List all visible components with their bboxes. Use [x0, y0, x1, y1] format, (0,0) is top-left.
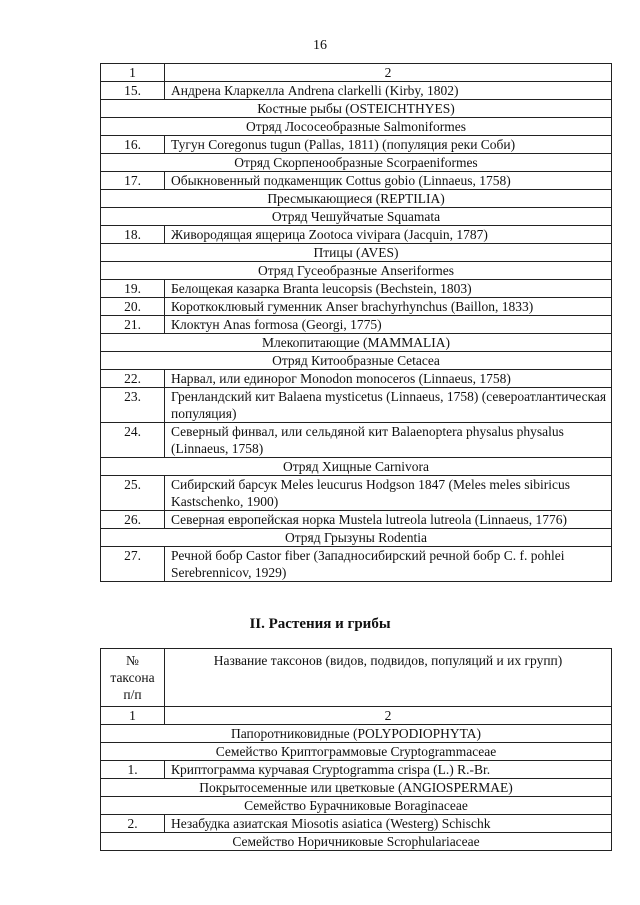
- category-heading: Отряд Лососеобразные Salmoniformes: [101, 118, 612, 136]
- taxon-name: Живородящая ящерица Zootoca vivipara (Jacquin, 1787): [165, 226, 612, 244]
- taxon-number: 2.: [101, 815, 165, 833]
- category-row: [101, 244, 612, 262]
- table-header-row: [101, 649, 612, 707]
- header-col-2: 2: [165, 64, 612, 82]
- taxon-name: Северная европейская норка Mustela lutreola lutreola (Linnaeus, 1776): [165, 511, 612, 529]
- page-number: 16: [313, 38, 327, 53]
- taxon-name: Клоктун Anas formosa (Georgi, 1775): [165, 316, 612, 334]
- table-row: [101, 370, 612, 388]
- table-row: [101, 388, 612, 423]
- taxon-name: Криптограмма курчавая Cryptogramma crispa (L.) R.-Br.: [165, 761, 612, 779]
- table-row: [101, 423, 612, 458]
- taxon-number: 23.: [101, 388, 165, 423]
- species-table-plants: [100, 648, 612, 851]
- taxon-number: 26.: [101, 511, 165, 529]
- table-row: [101, 761, 612, 779]
- category-row: [101, 154, 612, 172]
- category-heading: Отряд Хищные Carnivora: [101, 458, 612, 476]
- taxon-name: Белощекая казарка Branta leucopsis (Bechstein, 1803): [165, 280, 612, 298]
- taxon-number: 17.: [101, 172, 165, 190]
- taxon-number: 20.: [101, 298, 165, 316]
- taxon-name: Сибирский барсук Meles leucurus Hodgson 1847 (Meles meles sibiricus Kastschenko, 1900): [165, 476, 612, 511]
- category-heading: Отряд Скорпенообразные Scorpaeniformes: [101, 154, 612, 172]
- category-heading: Семейство Криптограммовые Cryptogrammaceae: [101, 743, 612, 761]
- category-heading: Костные рыбы (OSTEICHTHYES): [101, 100, 612, 118]
- category-row: [101, 118, 612, 136]
- taxon-number: 19.: [101, 280, 165, 298]
- subheader-col-1: 1: [101, 707, 165, 725]
- table-subheader-row: [101, 707, 612, 725]
- species-table-animals: [100, 63, 612, 582]
- taxon-name: Нарвал, или единорог Monodon monoceros (Linnaeus, 1758): [165, 370, 612, 388]
- category-heading: Семейство Норичниковые Scrophulariaceae: [101, 833, 612, 851]
- header-col-1: 1: [101, 64, 165, 82]
- category-row: [101, 208, 612, 226]
- category-heading: Отряд Чешуйчатые Squamata: [101, 208, 612, 226]
- category-row: [101, 100, 612, 118]
- section-title: II. Растения и грибы: [249, 616, 391, 632]
- category-row: [101, 833, 612, 851]
- table-row: [101, 226, 612, 244]
- taxon-number: 18.: [101, 226, 165, 244]
- taxon-name: Гренландский кит Balaena mysticetus (Linnaeus, 1758) (североатлантическая популяция): [165, 388, 612, 423]
- taxon-name: Незабудка азиатская Miosotis asiatica (Westerg) Schischk: [165, 815, 612, 833]
- category-heading: Отряд Китообразные Cetacea: [101, 352, 612, 370]
- taxon-number: 21.: [101, 316, 165, 334]
- table-row: [101, 316, 612, 334]
- table-row: [101, 511, 612, 529]
- table-header-row: [101, 64, 612, 82]
- taxon-number: 15.: [101, 82, 165, 100]
- category-row: [101, 725, 612, 743]
- category-row: [101, 190, 612, 208]
- category-row: [101, 262, 612, 280]
- category-heading: Пресмыкающиеся (REPTILIA): [101, 190, 612, 208]
- category-row: [101, 334, 612, 352]
- table-row: [101, 298, 612, 316]
- taxon-number: 27.: [101, 547, 165, 582]
- category-row: [101, 352, 612, 370]
- header-taxon-name: Название таксонов (видов, подвидов, популяций и их групп): [165, 649, 612, 707]
- taxon-name: Андрена Кларкелла Andrena clarkelli (Kirby, 1802): [165, 82, 612, 100]
- taxon-name: Обыкновенный подкаменщик Cottus gobio (Linnaeus, 1758): [165, 172, 612, 190]
- category-row: [101, 779, 612, 797]
- taxon-number: 1.: [101, 761, 165, 779]
- taxon-number: 24.: [101, 423, 165, 458]
- table-row: [101, 815, 612, 833]
- category-heading: Семейство Бурачниковые Boraginaceae: [101, 797, 612, 815]
- category-row: [101, 797, 612, 815]
- category-heading: Птицы (AVES): [101, 244, 612, 262]
- table-row: [101, 136, 612, 154]
- category-heading: Отряд Грызуны Rodentia: [101, 529, 612, 547]
- table-row: [101, 280, 612, 298]
- table-row: [101, 172, 612, 190]
- category-row: [101, 529, 612, 547]
- header-taxon-number: № таксона п/п: [101, 649, 165, 707]
- taxon-name: Тугун Coregonus tugun (Pallas, 1811) (популяция реки Соби): [165, 136, 612, 154]
- category-heading: Папоротниковидные (POLYPODIOPHYTA): [101, 725, 612, 743]
- taxon-name: Речной бобр Castor fiber (Западносибирский речной бобр C. f. pohlei Serebrennicov, 1929): [165, 547, 612, 582]
- taxon-number: 25.: [101, 476, 165, 511]
- category-heading: Отряд Гусеобразные Anseriformes: [101, 262, 612, 280]
- category-row: [101, 458, 612, 476]
- table-row: [101, 547, 612, 582]
- category-heading: Млекопитающие (MAMMALIA): [101, 334, 612, 352]
- category-row: [101, 743, 612, 761]
- subheader-col-2: 2: [165, 707, 612, 725]
- taxon-number: 16.: [101, 136, 165, 154]
- category-heading: Покрытосеменные или цветковые (ANGIOSPERMAE): [101, 779, 612, 797]
- taxon-name: Короткоклювый гуменник Anser brachyrhynchus (Baillon, 1833): [165, 298, 612, 316]
- table-row: [101, 476, 612, 511]
- taxon-name: Северный финвал, или сельдяной кит Balaenoptera physalus physalus (Linnaeus, 1758): [165, 423, 612, 458]
- table-row: [101, 82, 612, 100]
- taxon-number: 22.: [101, 370, 165, 388]
